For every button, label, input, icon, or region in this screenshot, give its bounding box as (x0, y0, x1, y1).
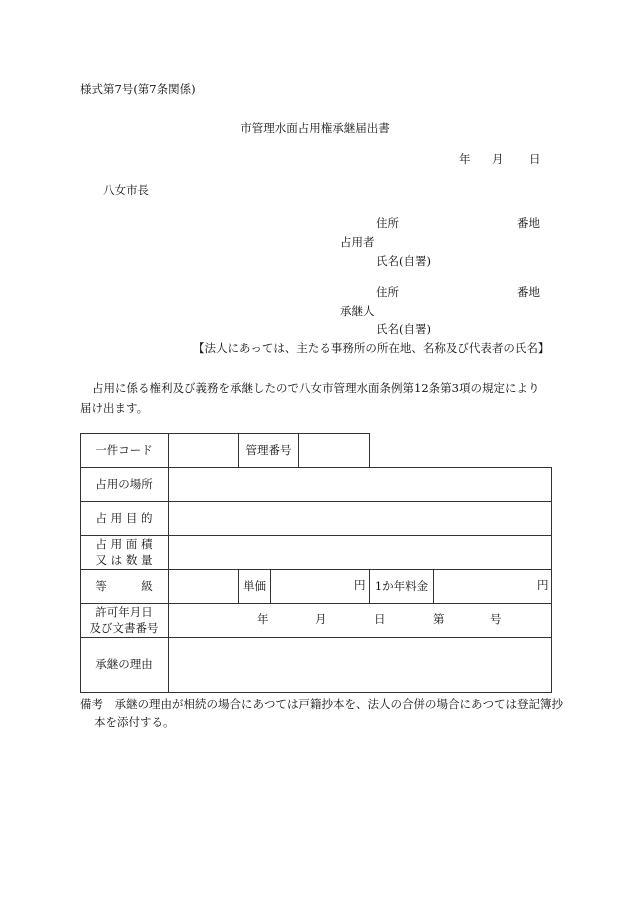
successor-address-label: 住所 (376, 285, 399, 299)
annual-fee-yen: 円 (537, 578, 549, 592)
management-number-label: 管理番号 (245, 442, 292, 457)
annual-fee-label: 1か年料金 (374, 578, 429, 593)
form-number: 様式第7号(第7条関係) (80, 82, 196, 96)
reason-field[interactable] (169, 638, 551, 692)
grade-label: 等 級 (95, 578, 153, 593)
body-text: 占用に係る権利及び義務を承継したので八女市管理水面条例第12条第3項の規定により届け出ます。 (80, 381, 540, 415)
corporate-note: 【法人にあっては、主たる事務所の所在地、名称及び代表者の氏名】 (193, 341, 550, 355)
date-day-label: 日 (529, 152, 541, 166)
case-code-field[interactable] (169, 434, 238, 467)
successor-banchi-label: 番地 (517, 285, 540, 299)
case-code-label: 一件コード (95, 442, 153, 457)
successor-role-label: 承継人 (340, 304, 375, 318)
occupant-address-label: 住所 (376, 216, 399, 230)
date-month-label: 月 (492, 152, 504, 166)
reason-label: 承継の理由 (95, 657, 153, 672)
addressee: 八女市長 (103, 183, 149, 197)
annual-fee-field[interactable] (434, 570, 551, 603)
location-field[interactable] (169, 468, 551, 501)
permit-label-line2: 及び文書番号 (89, 620, 159, 635)
management-number-field[interactable] (299, 434, 369, 467)
occupant-name-label: 氏名(自署) (376, 254, 431, 268)
remarks: 備考 承継の理由が相続の場合にあつては戸籍抄本を、法人の合併の場合にあつては登記簿抄本を添付する。 (80, 697, 563, 729)
document-title: 市管理水面占用権承継届出書 (240, 121, 390, 135)
permit-year-label: 年 (257, 612, 269, 626)
permit-month-label: 月 (315, 612, 327, 626)
unit-price-yen: 円 (354, 578, 366, 592)
date-year-label: 年 (459, 152, 471, 166)
purpose-field[interactable] (169, 502, 551, 535)
area-label (80, 536, 168, 569)
area-label-line2: 又 は 数 量 (95, 552, 153, 567)
area-label-line1: 占 用 面 積 (95, 536, 153, 551)
occupant-banchi-label: 番地 (517, 216, 540, 230)
permit-label-line1: 許可年月日 (95, 604, 153, 619)
unit-price-label: 単価 (243, 578, 266, 593)
permit-day-label: 日 (374, 612, 386, 626)
location-label: 占用の場所 (95, 476, 153, 491)
purpose-label: 占 用 目 的 (95, 510, 153, 525)
successor-name-label: 氏名(自署) (376, 322, 431, 336)
permit-go-label: 号 (490, 612, 502, 626)
permit-label (80, 604, 168, 637)
occupant-role-label: 占用者 (340, 235, 375, 249)
grade-field[interactable] (169, 570, 238, 603)
area-field[interactable] (169, 536, 551, 569)
permit-dai-label: 第 (433, 612, 445, 626)
